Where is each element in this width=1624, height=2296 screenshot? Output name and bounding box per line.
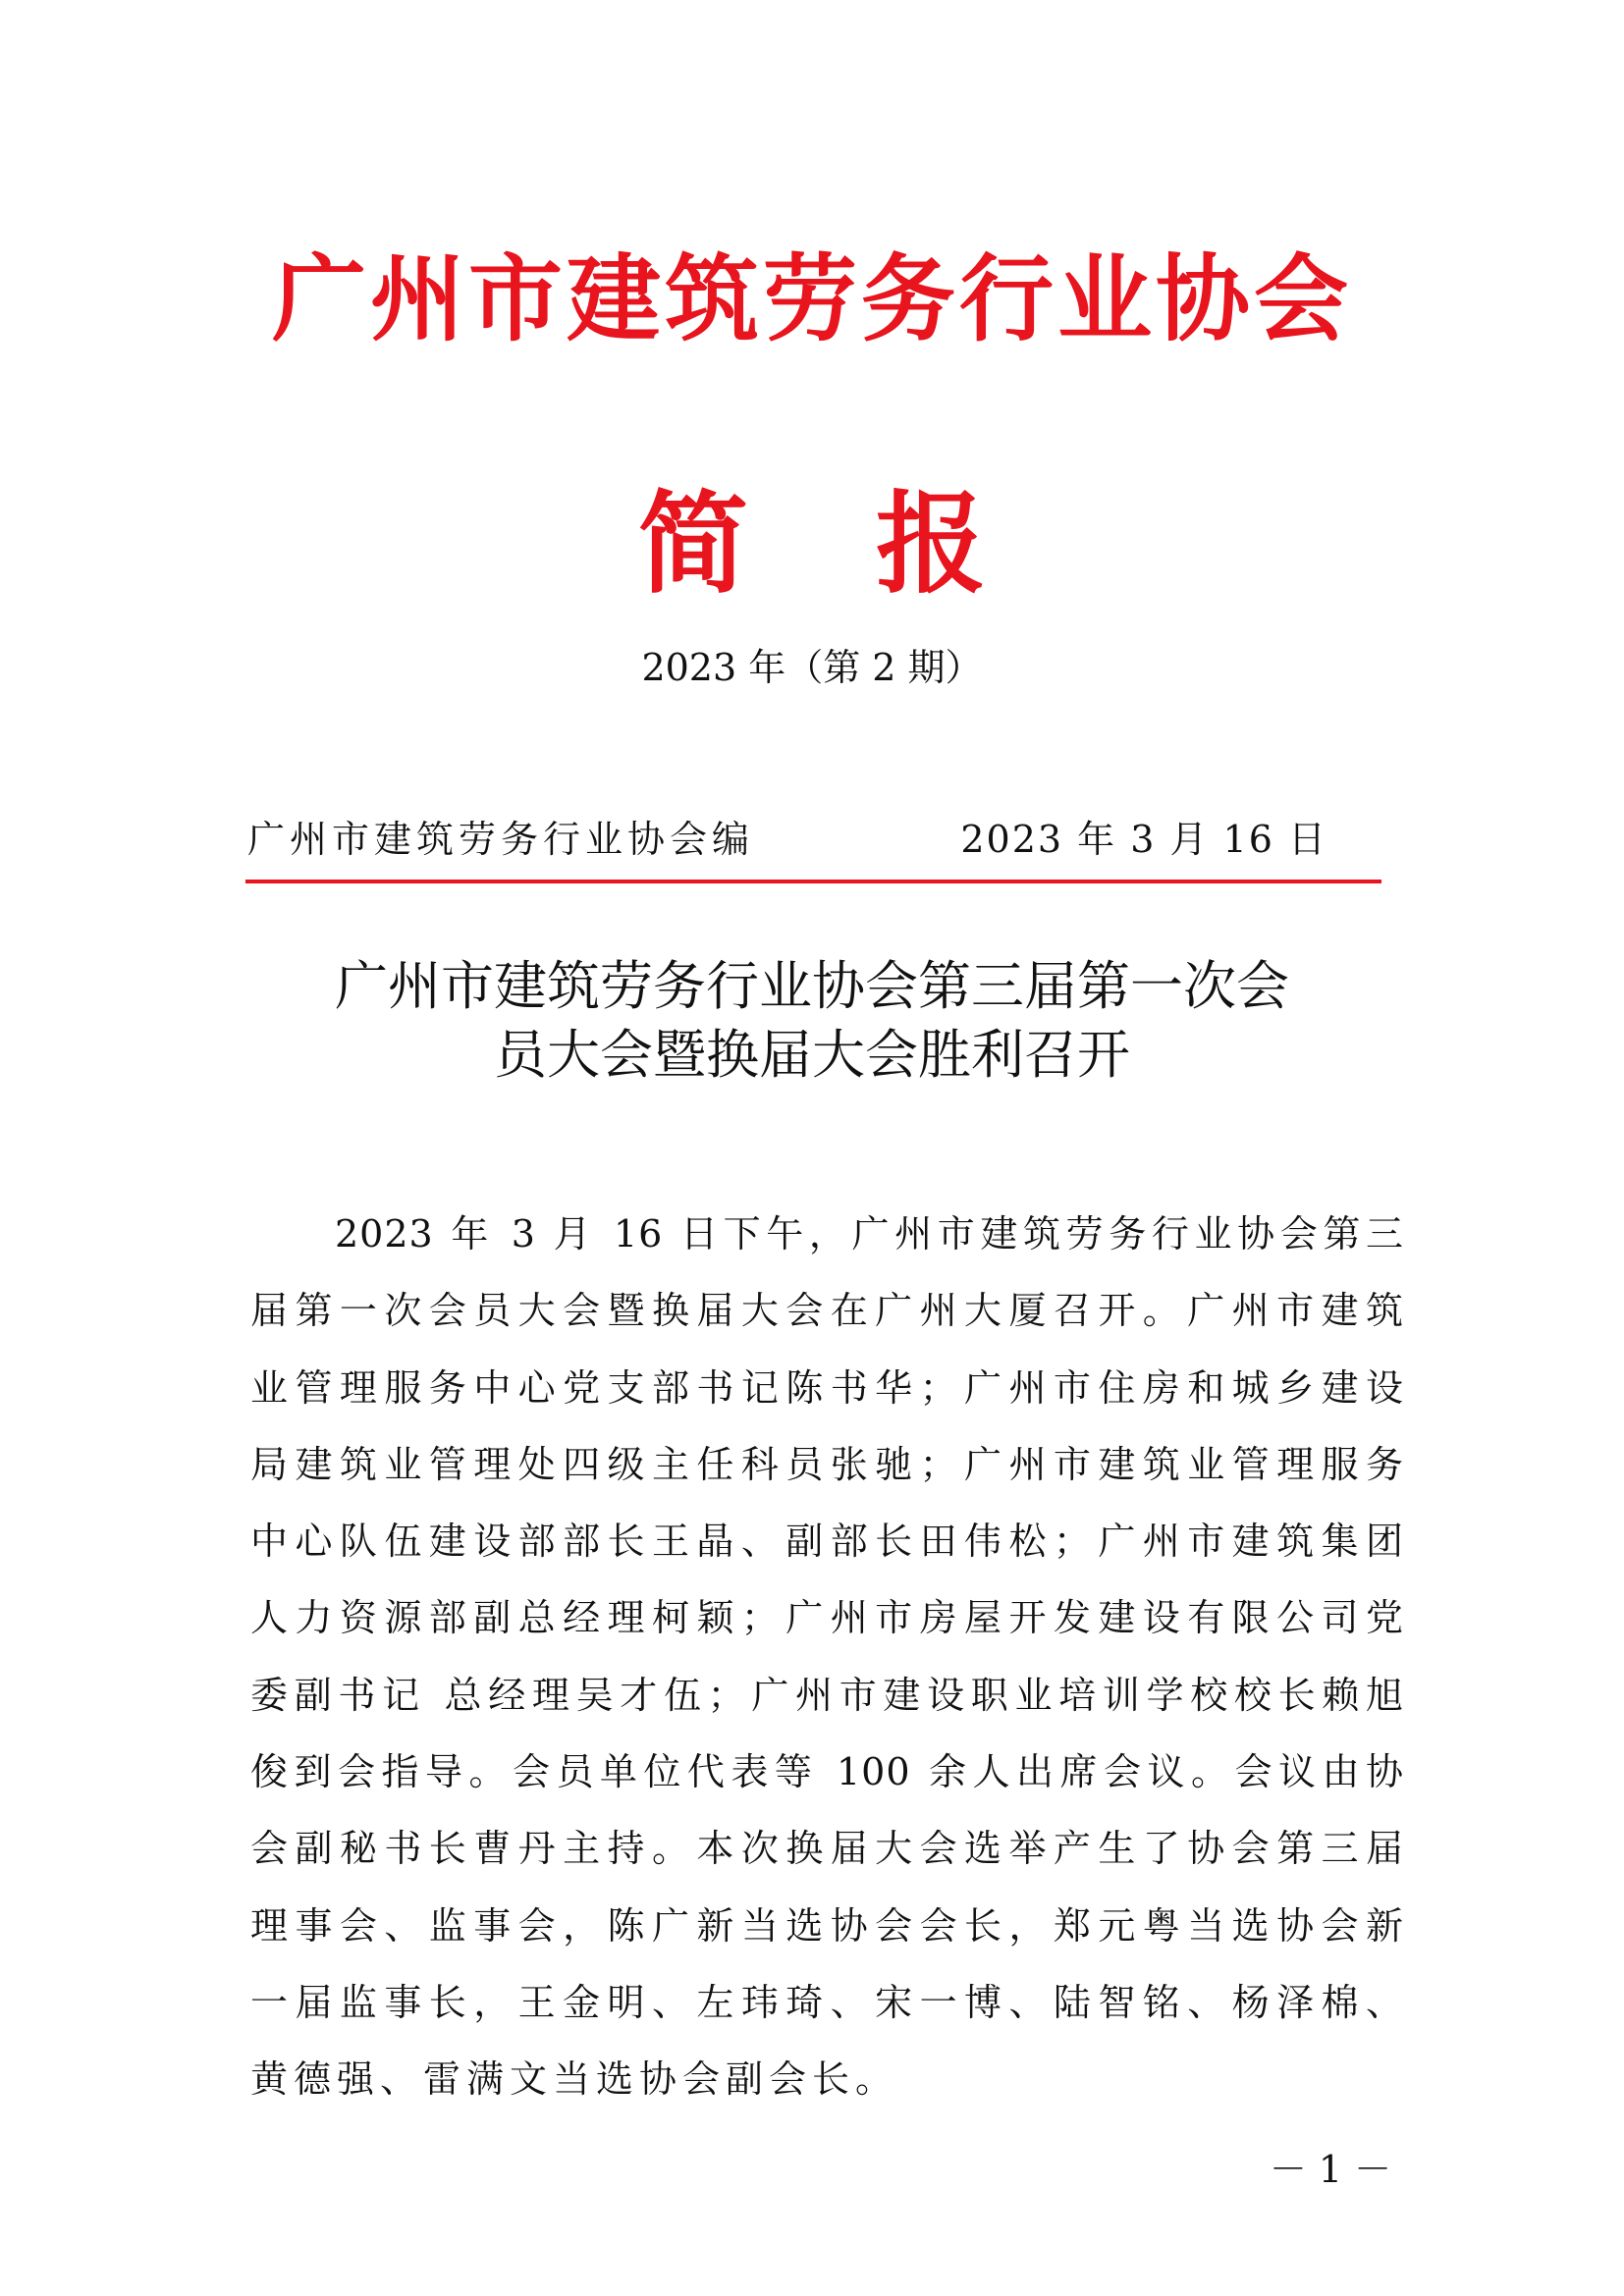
editor-name: 广州市建筑劳务行业协会编 — [247, 818, 755, 861]
page-number: － 1 － — [1269, 2148, 1392, 2191]
body-line: 中心队伍建设部部长王晶、副部长田伟松；广州市建筑集团 — [250, 1520, 1404, 1564]
body-line: 黄德强、雷满文当选协会副会长。 — [250, 2057, 899, 2102]
body-line: 委副书记 总经理吴才伍；广州市建设职业培训学校校长赖旭 — [250, 1673, 1404, 1717]
body-line: 届第一次会员大会暨换届大会在广州大厦召开。广州市建筑 — [250, 1289, 1404, 1333]
article-title — [0, 952, 1624, 1090]
masthead-title: 简报 — [638, 481, 1113, 609]
red-divider-line — [245, 880, 1381, 883]
body-line: 业管理服务中心党支部书记陈书华；广州市住房和城乡建设 — [250, 1365, 1404, 1410]
article-title-line: 广州市建筑劳务行业协会第三届第一次会 — [335, 955, 1289, 1017]
body-line: 会副秘书长曹丹主持。本次换届大会选举产生了协会第三届 — [250, 1827, 1404, 1871]
article-title-line: 员大会暨换届大会胜利召开 — [494, 1024, 1130, 1086]
article-body — [250, 1196, 1404, 2118]
body-line: 一届监事长，王金明、左玮琦、宋一博、陆智铭、杨泽棉、 — [250, 1980, 1404, 2024]
masthead-org-name: 广州市建筑劳务行业协会 — [272, 244, 1352, 354]
body-line: 局建筑业管理处四级主任科员张驰；广州市建筑业管理服务 — [250, 1442, 1404, 1486]
body-line: 人力资源部副总经理柯颖；广州市房屋开发建设有限公司党 — [250, 1596, 1404, 1640]
body-line: 2023 年 3 月 16 日下午，广州市建筑劳务行业协会第三 — [335, 1212, 1404, 1255]
publish-date: 2023 年 3 月 16 日 — [960, 818, 1327, 861]
body-line: 理事会、监事会，陈广新当选协会会长，郑元粤当选协会新 — [250, 1903, 1404, 1948]
issue-number: 2023 年（第 2 期） — [641, 646, 983, 689]
body-line: 俊到会指导。会员单位代表等 100 余人出席会议。会议由协 — [250, 1750, 1404, 1794]
